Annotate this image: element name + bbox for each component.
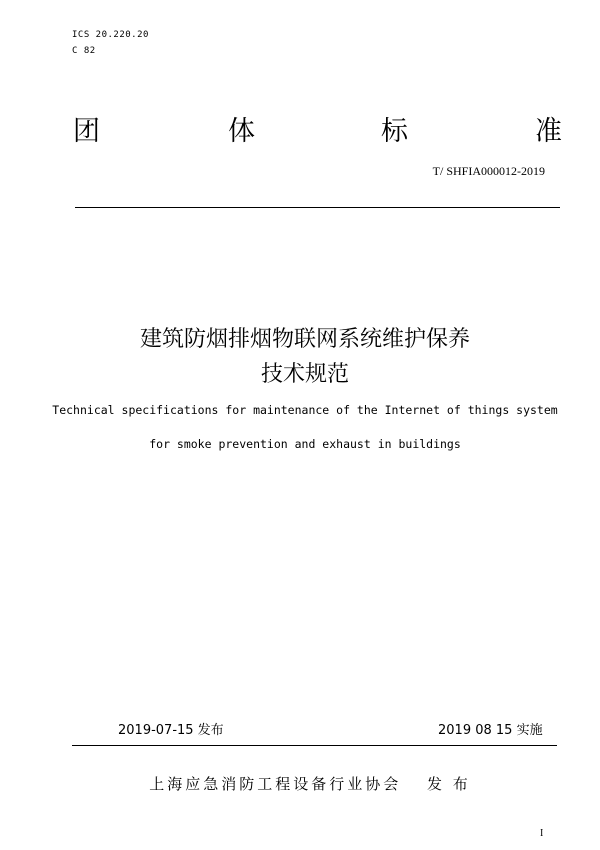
- publisher: 上海应急消防工程设备行业协会 发 布: [149, 775, 471, 793]
- banner-char-4: 准: [535, 116, 562, 147]
- title-english-line-2: for smoke prevention and exhaust in buildings: [149, 437, 461, 451]
- banner-char-3: 标: [381, 116, 408, 147]
- bottom-divider: [72, 745, 557, 746]
- standard-number: T/ SHFIA000012-2019: [432, 164, 545, 178]
- ccs-code: C 82: [72, 46, 96, 56]
- ics-code: ICS 20.220.20: [72, 30, 149, 40]
- banner-char-1: 团: [73, 116, 100, 147]
- title-english-line-1: Technical specifications for maintenance of the Internet of things system: [52, 403, 558, 417]
- implementation-date: 2019 08 15 实施: [438, 723, 543, 738]
- title-chinese-line-1: 建筑防烟排烟物联网系统维护保养: [139, 327, 470, 352]
- top-divider: [75, 207, 560, 208]
- banner-char-2: 体: [228, 116, 255, 147]
- issue-date: 2019-07-15 发布: [118, 723, 224, 738]
- title-chinese-line-2: 技术规范: [260, 362, 349, 387]
- standard-type-banner: [73, 114, 563, 150]
- page-number: I: [540, 828, 544, 839]
